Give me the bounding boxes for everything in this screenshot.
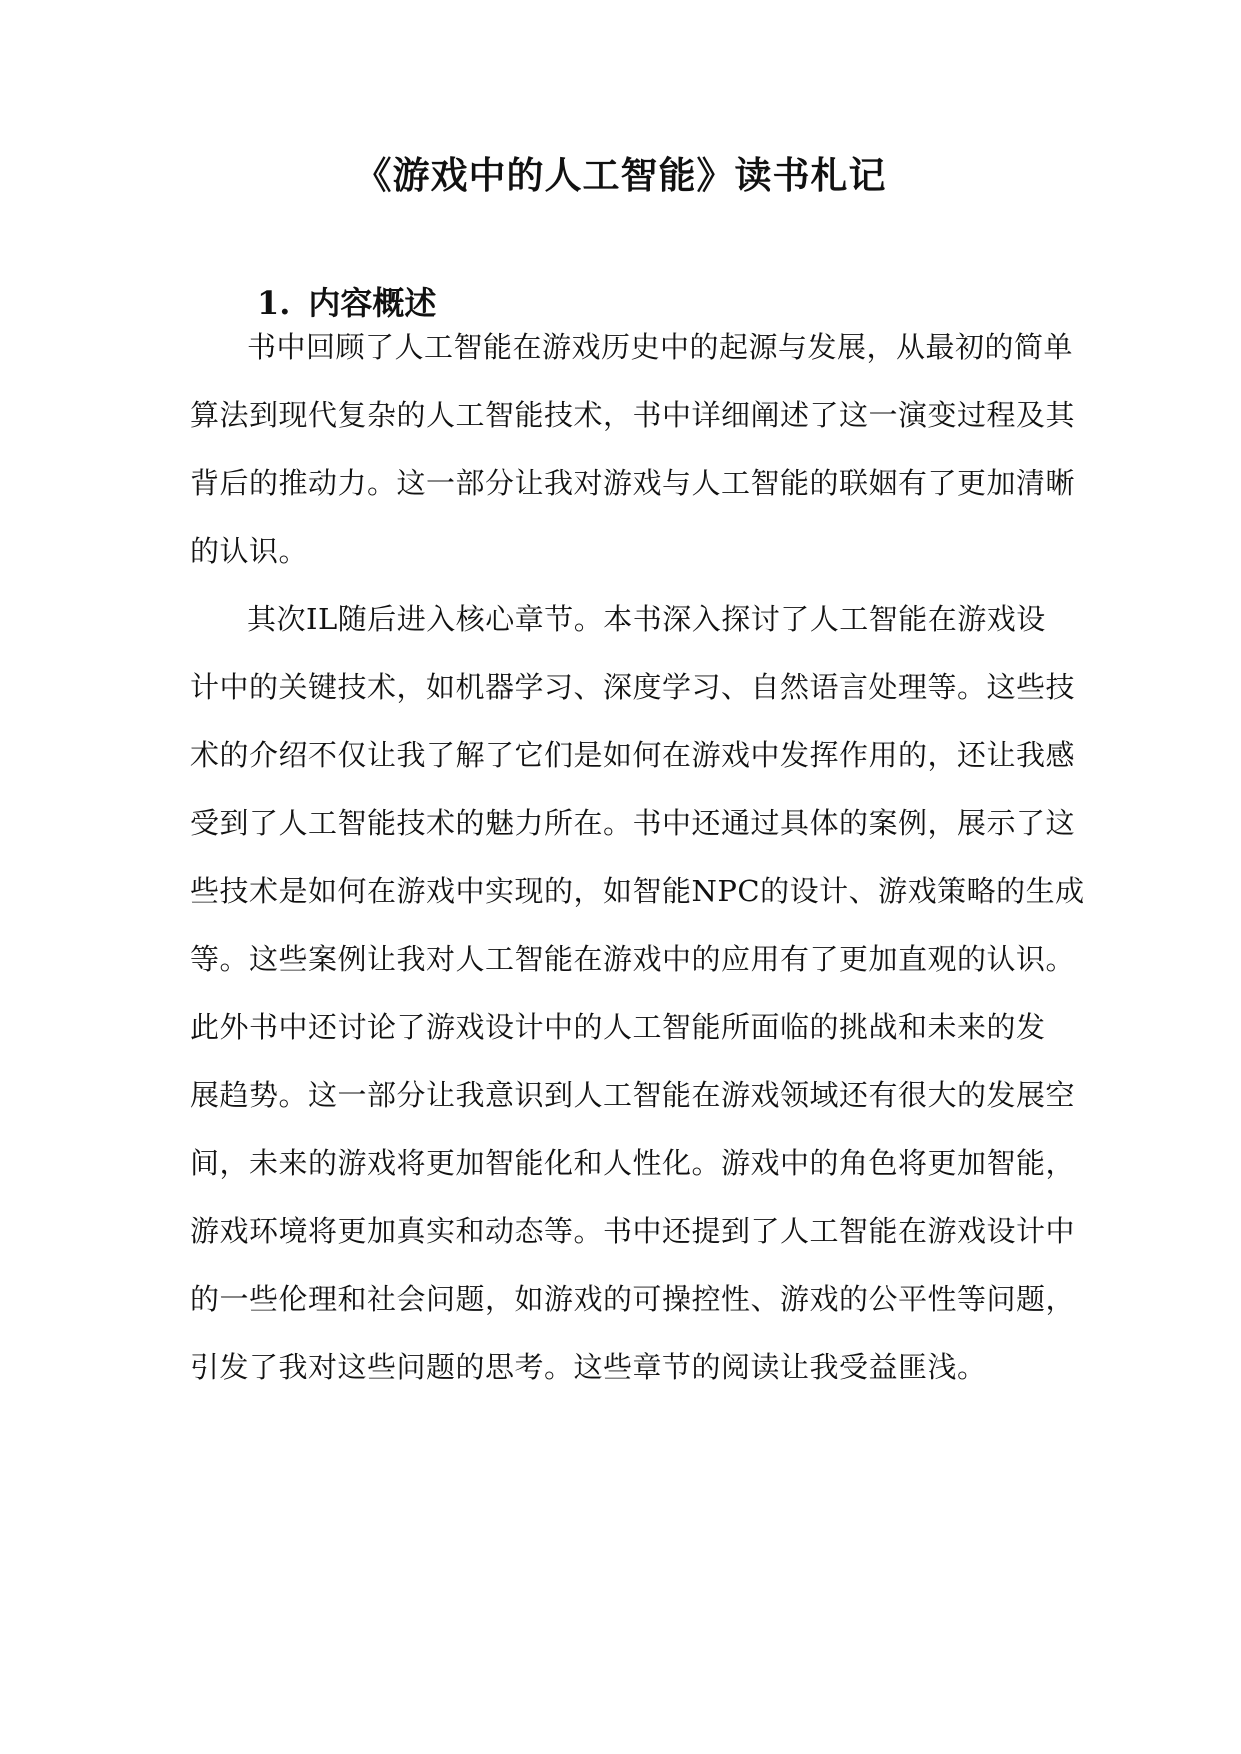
paragraph-line: 书中回顾了人工智能在游戏历史中的起源与发展，从最初的简单 — [247, 330, 1074, 364]
section-number: 1. — [257, 284, 291, 322]
paragraph-line: 算法到现代复杂的人工智能技术，书中详细阐述了这一演变过程及其 — [190, 398, 1076, 432]
paragraph-line: 计中的关键技术，如机器学习、深度学习、自然语言处理等。这些技 — [190, 670, 1076, 704]
paragraph-line: 的认识。 — [190, 534, 309, 568]
paragraph-line: 等。这些案例让我对人工智能在游戏中的应用有了更加直观的认识。 — [190, 942, 1076, 976]
document-title: 《游戏中的人工智能》读书札记 — [354, 153, 887, 197]
paragraph-line: 此外书中还讨论了游戏设计中的人工智能所面临的挑战和未来的发 — [190, 1010, 1046, 1044]
paragraph-line: 展趋势。这一部分让我意识到人工智能在游戏领域还有很大的发展空 — [190, 1078, 1076, 1112]
paragraph-line: 引发了我对这些问题的思考。这些章节的阅读让我受益匪浅。 — [190, 1350, 987, 1384]
section-heading — [257, 281, 436, 325]
paragraph-line: 些技术是如何在游戏中实现的，如智能NPC的设计、游戏策略的生成 — [190, 874, 1085, 908]
paragraph-line: 术的介绍不仅让我了解了它们是如何在游戏中发挥作用的，还让我感 — [190, 738, 1076, 772]
paragraph-line: 背后的推动力。这一部分让我对游戏与人工智能的联姻有了更加清晰 — [190, 466, 1076, 500]
paragraph-line: 其次IL随后进入核心章节。本书深入探讨了人工智能在游戏设 — [247, 602, 1046, 636]
section-heading-text: 内容概述 — [308, 284, 437, 322]
paragraph-line: 间，未来的游戏将更加智能化和人性化。游戏中的角色将更加智能， — [190, 1146, 1076, 1180]
paragraph-line: 受到了人工智能技术的魅力所在。书中还通过具体的案例，展示了这 — [190, 806, 1076, 840]
paragraph-line: 的一些伦理和社会问题，如游戏的可操控性、游戏的公平性等问题， — [190, 1282, 1076, 1316]
paragraph-line: 游戏环境将更加真实和动态等。书中还提到了人工智能在游戏设计中 — [190, 1214, 1076, 1248]
